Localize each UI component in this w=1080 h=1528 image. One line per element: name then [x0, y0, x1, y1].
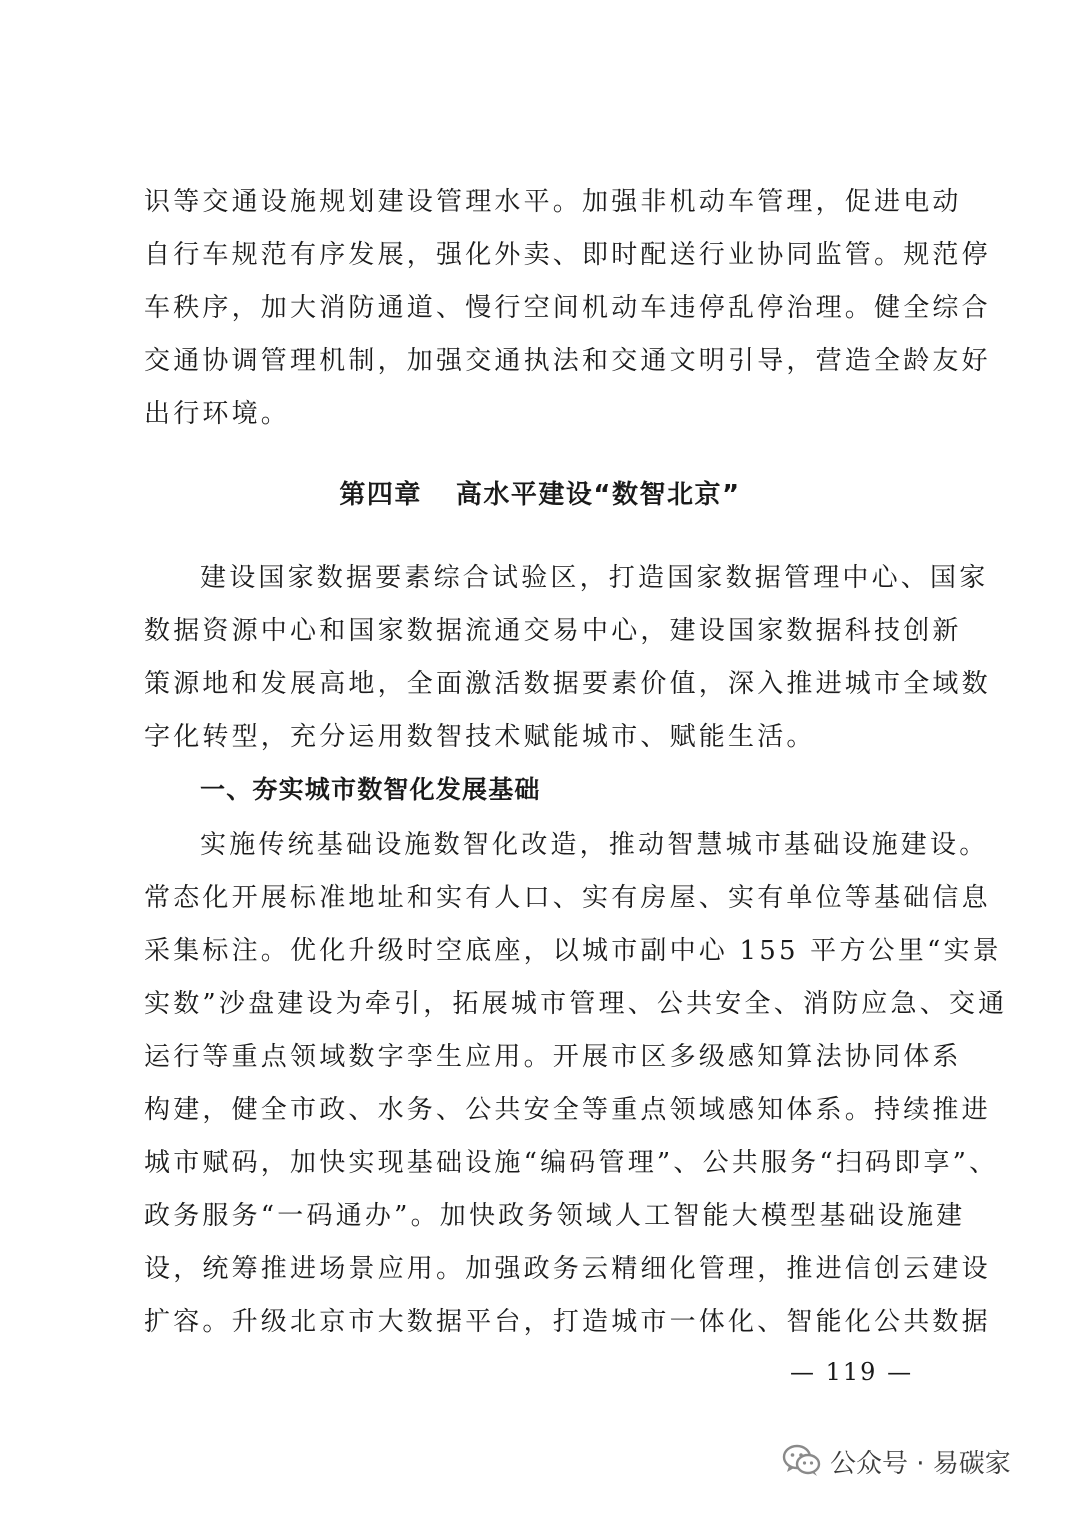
- paragraph-3-line: 构建，健全市政、水务、公共安全等重点领域感知体系。持续推进: [144, 1095, 991, 1125]
- paragraph-1-line: 交通协调管理机制，加强交通执法和交通文明引导，营造全龄友好: [144, 346, 991, 376]
- paragraph-2: [144, 552, 991, 764]
- paragraph-1-line: 车秩序，加大消防通道、慢行空间机动车违停乱停治理。健全综合: [144, 293, 991, 323]
- paragraph-2-line: 字化转型，充分运用数智技术赋能城市、赋能生活。: [144, 722, 816, 752]
- page-number: — 119 —: [790, 1358, 914, 1386]
- wechat-watermark: [782, 1441, 1011, 1481]
- paragraph-2-line: 策源地和发展高地，全面激活数据要素价值，深入推进城市全域数: [144, 669, 991, 699]
- paragraph-2-line: 建设国家数据要素综合试验区，打造国家数据管理中心、国家: [200, 563, 989, 593]
- paragraph-2-line: 数据资源中心和国家数据流通交易中心，建设国家数据科技创新: [144, 616, 962, 646]
- chapter-heading: [0, 474, 1080, 511]
- wechat-icon: [782, 1444, 822, 1478]
- paragraph-3-line: 实数”沙盘建设为牵引，拓展城市管理、公共安全、消防应急、交通: [144, 989, 1008, 1019]
- chapter-number: 第四章: [339, 480, 422, 510]
- paragraph-3-line: 实施传统基础设施数智化改造，推动智慧城市基础设施建设。: [200, 830, 989, 860]
- paragraph-3-line: 扩容。升级北京市大数据平台，打造城市一体化、智能化公共数据: [144, 1307, 991, 1337]
- paragraph-3-line: 政务服务“一码通办”。加快政务领域人工智能大模型基础设施建: [144, 1201, 966, 1231]
- paragraph-3-line: 常态化开展标准地址和实有人口、实有房屋、实有单位等基础信息: [144, 883, 991, 913]
- watermark-text: 公众号 · 易碳家: [830, 1448, 1011, 1479]
- chapter-title: 高水平建设“数智北京”: [455, 480, 741, 510]
- section-heading: 一、夯实城市数智化发展基础: [200, 775, 541, 804]
- paragraph-1-line: 自行车规范有序发展，强化外卖、即时配送行业协同监管。规范停: [144, 240, 991, 270]
- paragraph-1-line: 识等交通设施规划建设管理水平。加强非机动车管理，促进电动: [144, 187, 962, 217]
- paragraph-3-line: 城市赋码，加快实现基础设施“编码管理”、公共服务“扫码即享”、: [144, 1148, 999, 1178]
- paragraph-3-line: 运行等重点领域数字孪生应用。开展市区多级感知算法协同体系: [144, 1042, 962, 1072]
- paragraph-1-line: 出行环境。: [144, 399, 291, 429]
- paragraph-3: [144, 819, 1008, 1349]
- paragraph-3-line: 采集标注。优化升级时空底座，以城市副中心 155 平方公里“实景: [144, 936, 1002, 966]
- paragraph-3-line: 设，统筹推进场景应用。加强政务云精细化管理，推进信创云建设: [144, 1254, 991, 1284]
- paragraph-1: [144, 176, 991, 441]
